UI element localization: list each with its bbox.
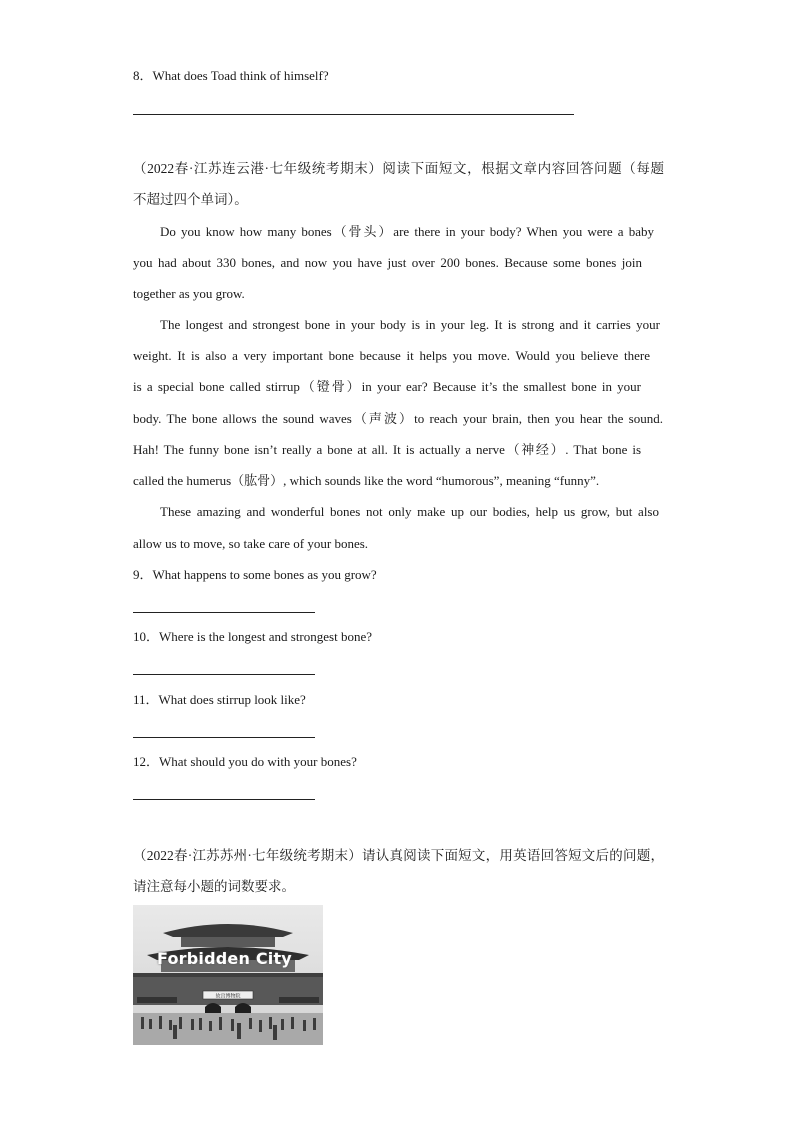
answer-line-8[interactable] [133, 114, 574, 115]
passage1-line: called the humerus（肱骨）, which sounds like the word “humorous”, meaning “funny”. [133, 473, 600, 488]
answer-line-11[interactable] [133, 737, 315, 738]
question-10: 10．Where is the longest and strongest bone? [133, 629, 372, 644]
question-12: 12．What should you do with your bones? [133, 754, 357, 769]
passage1-line: Hah! The funny bone isn’t really a bone at all. It is actually a nerve（神经）. That bone is [133, 442, 641, 457]
passage1-source-line2: 不超过四个单词）。 [133, 192, 248, 207]
question-8: 8．What does Toad think of himself? [133, 68, 329, 83]
passage2-source-line2: 请注意每小题的词数要求。 [133, 879, 295, 894]
question-9: 9．What happens to some bones as you grow? [133, 567, 377, 582]
passage1-line: you had about 330 bones, and now you have just over 200 bones. Because some bones join [133, 255, 642, 270]
passage1-line: weight. It is also a very important bone because it helps you move. Would you believe there [133, 348, 650, 363]
passage1-line: The longest and strongest bone in your body is in your leg. It is strong and it carries your [160, 317, 660, 332]
gate-sign: 故宫博物院 [215, 993, 241, 1000]
passage2-source-line1: （2022春·江苏苏州·七年级统考期末）请认真阅读下面短文，用英语回答短文后的问题， [133, 848, 664, 863]
passage1-line: allow us to move, so take care of your bones. [133, 536, 369, 551]
passage1-line: Do you know how many bones（骨头）are there in your body? When you were a baby [160, 224, 654, 239]
passage1-line: body. The bone allows the sound waves（声波）to reach your brain, then you hear the sound. [133, 411, 663, 426]
passage1-source-line1: （2022春·江苏连云港·七年级统考期末）阅读下面短文，根据文章内容回答问题（每题 [133, 161, 664, 176]
gate-illustration [133, 905, 323, 1045]
photo-caption: Forbidden City [157, 949, 292, 968]
passage1-line: These amazing and wonderful bones not only make up our bodies, help us grow, but also [160, 504, 659, 519]
question-11: 11．What does stirrup look like? [133, 692, 306, 707]
passage1-line: is a special bone called stirrup（镫骨）in your ear? Because it’s the smallest bone in your [133, 379, 641, 394]
forbidden-city-photo [133, 905, 323, 1045]
answer-line-10[interactable] [133, 674, 315, 675]
answer-line-12[interactable] [133, 799, 315, 800]
answer-line-9[interactable] [133, 612, 315, 613]
passage1-line: together as you grow. [133, 286, 245, 301]
